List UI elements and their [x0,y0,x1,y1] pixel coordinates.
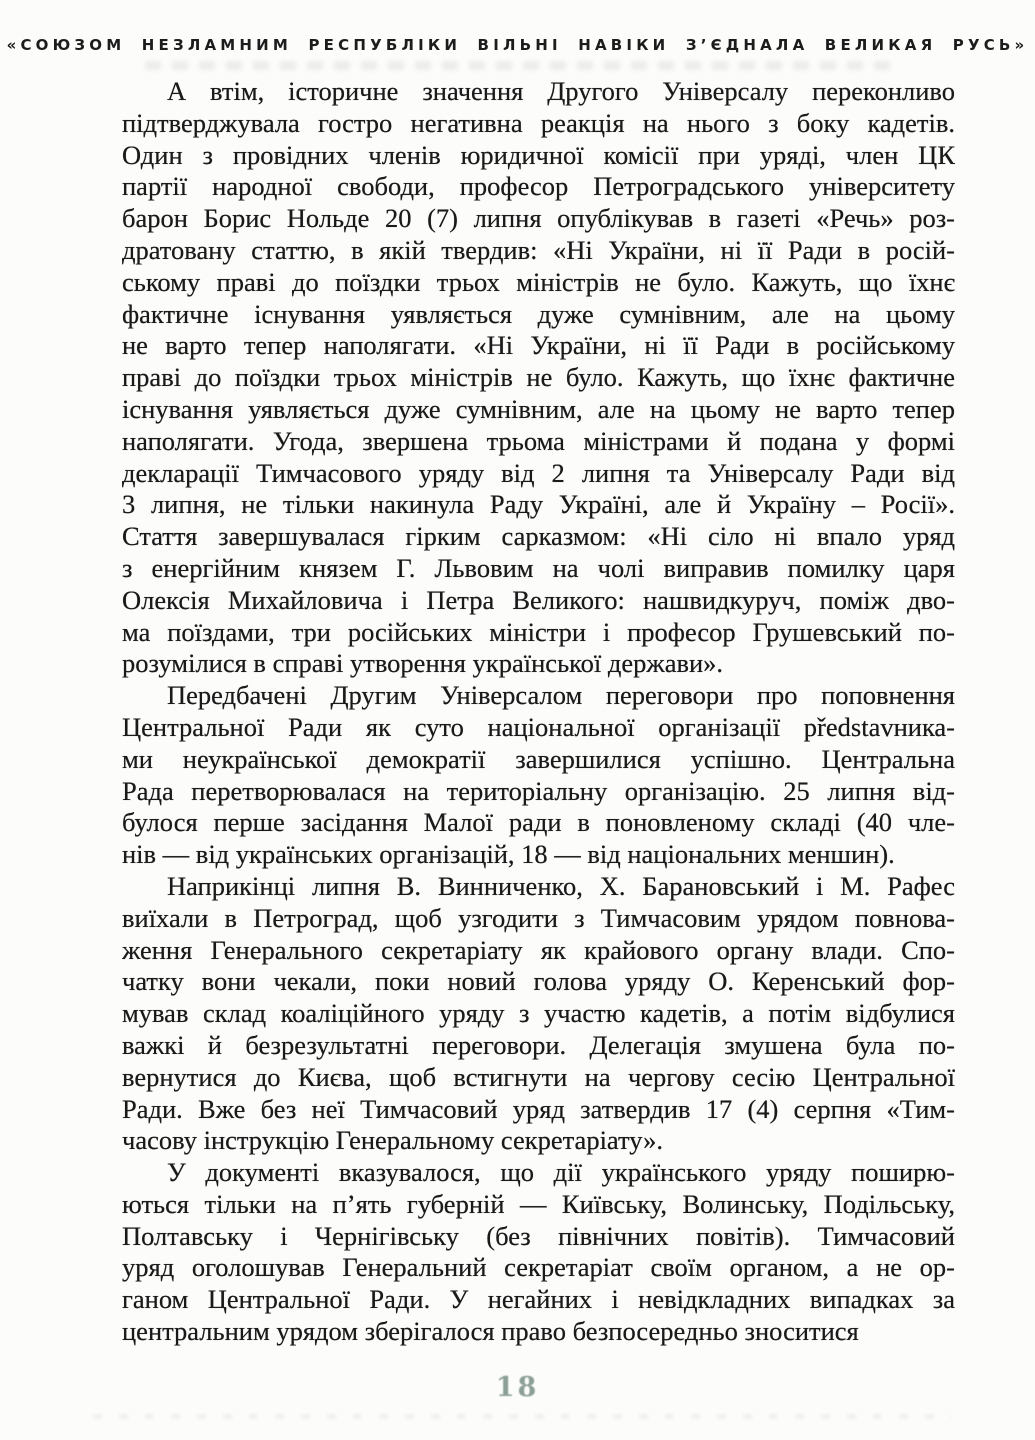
text-line: Наприкінці липня В. Винниченко, Х. Барановський і М. Рафес [167,870,955,901]
text-line: не варто тепер наполягати. «Ні України, ні її Ради в російському [122,330,955,361]
text-line: Передбачені Другим Універсалом переговори про поповнення [167,680,955,711]
text-line: ському праві до поїздки трьох міністрів не було. Кажуть, що їхнє [122,266,955,297]
text-line: наполягати. Угода, звершена трьома міністрами й подана у формі [122,425,955,456]
text-line: ма поїздами, три російських міністри і професор Грушевський по- [122,616,955,647]
text-line: важкі й безрезультатні переговори. Делегація змушена була по- [122,1029,955,1060]
text-line: 3 липня, не тільки накинула Раду Україні, але й Україну – Росії». [122,489,955,520]
text-line: уряд оголошував Генеральний секретаріат своїм органом, а не ор- [122,1252,955,1283]
text-line: дратовану статтю, в якій твердив: «Ні України, ні її Ради в росій- [122,234,955,265]
text-line: існування уявляється дуже сумнівним, але на цьому не варто тепер [122,393,955,424]
page-number: 18 [495,1372,540,1403]
text-line: часову інструкцію Генеральному секретаріату». [122,1125,664,1156]
running-header: «СОЮЗОМ НЕЗЛАМНИМ РЕСПУБЛІКИ ВІЛЬНІ НАВІКИ З’ЄДНАЛА ВЕЛИКАЯ РУСЬ» [6,36,1029,54]
text-line: Центральної Ради як суто національної організації představника- [122,711,955,742]
paragraph [122,1157,955,1348]
paragraph [122,871,955,1157]
text-line: центральним урядом зберігалося право безпосередньо зноситися [122,1316,859,1347]
text-line: нів — від українських організацій, 18 — від національних меншин). [122,839,895,870]
text-line: У документі вказувалося, що дії українського уряду поширю- [167,1157,955,1188]
text-line: виїхали в Петроград, щоб узгодити з Тимчасовим урядом повнова- [122,902,955,933]
text-line: Один з провідних членів юридичної комісії при уряді, член ЦК [122,139,955,170]
text-line: фактичне існування уявляється дуже сумнівним, але на цьому [122,298,955,329]
scan-bleedthrough-artifact [145,61,901,70]
text-line: булося перше засідання Малої ради в поновленому складі (40 чле- [122,807,955,838]
body-text [122,76,955,1348]
text-line: Полтавську і Чернігівську (без північних повітів). Тимчасовий [122,1220,955,1251]
text-line: ганом Центральної Ради. У негайних і невідкладних випадках за [122,1284,955,1315]
paragraph [122,680,955,871]
text-line: праві до поїздки трьох міністрів не було. Кажуть, що їхнє фактичне [122,362,955,393]
text-line: чатку вони чекали, поки новий голова уряду О. Керенський фор- [122,966,955,997]
paragraph [122,76,955,680]
text-line: Рада перетворювалася на територіальну організацію. 25 липня від- [122,775,955,806]
text-line: з енергійним князем Г. Львовим на чолі виправив помилку царя [122,552,955,583]
text-line: ються тільки на п’ять губерній — Київську, Волинську, Подільську, [122,1188,955,1219]
text-line: вернутися до Києва, щоб встигнути на чергову сесію Центральної [122,1061,955,1092]
text-line: Олексія Михайловича і Петра Великого: нашвидкуруч, поміж дво- [122,584,955,615]
text-line: ми неукраїнської демократії завершилися успішно. Центральна [122,743,955,774]
text-line: декларації Тимчасового уряду від 2 липня та Універсалу Ради від [122,457,955,488]
text-line: партії народної свободи, професор Петроградського університету [122,171,955,202]
text-line: Ради. Вже без неї Тимчасовий уряд затвердив 17 (4) серпня «Тим- [122,1093,955,1124]
text-line: барон Борис Нольде 20 (7) липня опублікував в газеті «Речь» роз- [122,203,955,234]
text-line: Стаття завершувалася гірким сарказмом: «Ні сіло ні впало уряд [122,521,955,552]
text-line: розумілися в справі утворення української держави». [122,648,724,679]
scan-dotted-artifact [93,1414,952,1419]
text-line: ження Генерального секретаріату як крайового органу влади. Спо- [122,934,955,965]
text-line: підтверджувала гостро негативна реакція на нього з боку кадетів. [122,107,955,138]
text-line: А втім, історичне значення Другого Універсалу переконливо [167,76,955,106]
text-line: мував склад коаліційного уряду з участю кадетів, а потім відбулися [122,998,955,1029]
